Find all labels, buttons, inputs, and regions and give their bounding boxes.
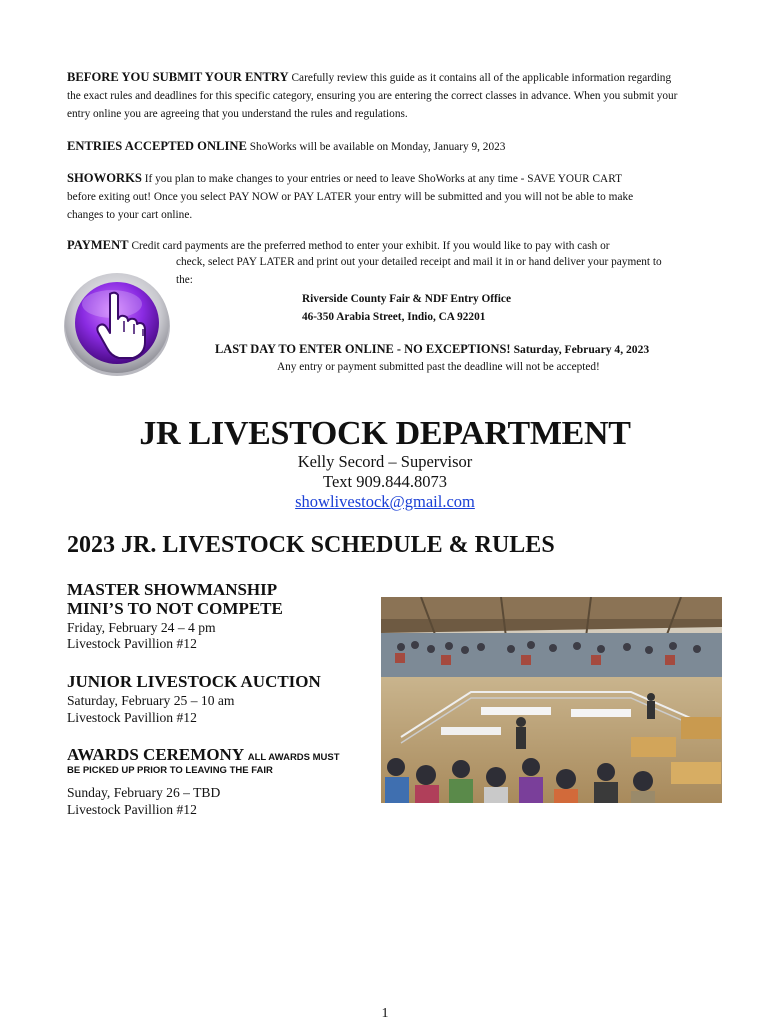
event-when: Saturday, February 25 – 10 am — [67, 693, 235, 708]
livestock-pavilion-photo — [381, 597, 722, 803]
deadline-note: Any entry or payment submitted past the deadline will not be accepted! — [277, 361, 600, 373]
deadline-date: Saturday, February 4, 2023 — [513, 343, 650, 356]
before-submit-section — [67, 68, 742, 123]
awards-title: AWARDS CEREMONY — [67, 745, 244, 764]
event-subtitle-minis: MINI’S TO NOT COMPETE — [67, 599, 283, 618]
event-where: Livestock Pavillion #12 — [67, 636, 197, 651]
supervisor-line: Kelly Secord – Supervisor — [297, 452, 473, 471]
hand-pointer-icon — [62, 266, 172, 378]
payment-text-2: check, select PAY LATER and print out your detailed receipt and mail it in or hand deliver your payment to — [176, 256, 662, 268]
awards-note-1: ALL AWARDS MUST — [247, 752, 340, 763]
office-address: 46-350 Arabia Street, Indio, CA 92201 — [302, 311, 486, 323]
payment-heading: PAYMENT — [67, 238, 129, 252]
awards-note-2: BE PICKED UP PRIOR TO LEAVING THE FAIR — [67, 765, 273, 776]
showorks-text-2: before exiting out! Once you select PAY NOW or PAY LATER your entry will be submitted and you will not be able to make — [67, 191, 634, 203]
showorks-text-1: If you plan to make changes to your entries or need to leave ShoWorks at any time - SAVE YOUR CART — [144, 173, 622, 185]
department-title: JR LIVESTOCK DEPARTMENT — [139, 415, 631, 452]
email-link[interactable]: showlivestock@gmail.com — [295, 492, 475, 511]
event-title-auction: JUNIOR LIVESTOCK AUCTION — [67, 672, 321, 691]
page-number: 1 — [381, 1006, 389, 1021]
before-submit-text-1: Carefully review this guide as it contains all of the applicable information regarding — [291, 72, 672, 84]
before-submit-text-3: entry online you are agreeing that you understand the rules and regulations. — [67, 108, 408, 120]
event-title-master-showmanship: MASTER SHOWMANSHIP — [67, 580, 278, 599]
email-line — [0, 492, 770, 512]
payment-text-3: the: — [176, 274, 193, 286]
entries-text: ShoWorks will be available on Monday, January 9, 2023 — [249, 141, 506, 153]
payment-text-1: Credit card payments are the preferred method to enter your exhibit. If you would like to pay with cash or — [131, 240, 610, 252]
phone-line: Text 909.844.8073 — [323, 472, 447, 491]
entries-heading: ENTRIES ACCEPTED ONLINE — [67, 139, 247, 153]
deadline-line — [215, 340, 649, 359]
event-title-awards — [67, 745, 340, 767]
showorks-heading: SHOWORKS — [67, 171, 142, 185]
office-name: Riverside County Fair & NDF Entry Office — [302, 293, 511, 305]
showorks-text-3: changes to your cart online. — [67, 209, 193, 221]
event-when: Sunday, February 26 – TBD — [67, 785, 221, 800]
before-submit-heading: BEFORE YOU SUBMIT YOUR ENTRY — [67, 70, 289, 84]
event-when: Friday, February 24 – 4 pm — [67, 620, 216, 635]
before-submit-text-2: the exact rules and deadlines for this specific category, ensuring you are entering the correct classes in advance. When you submit your — [67, 90, 678, 102]
entries-section — [67, 137, 742, 156]
schedule-title: 2023 JR. LIVESTOCK SCHEDULE & RULES — [67, 532, 555, 558]
deadline-heading: LAST DAY TO ENTER ONLINE - NO EXCEPTIONS! — [215, 342, 511, 356]
event-where: Livestock Pavillion #12 — [67, 802, 197, 817]
showorks-section — [67, 169, 742, 224]
event-where: Livestock Pavillion #12 — [67, 710, 197, 725]
